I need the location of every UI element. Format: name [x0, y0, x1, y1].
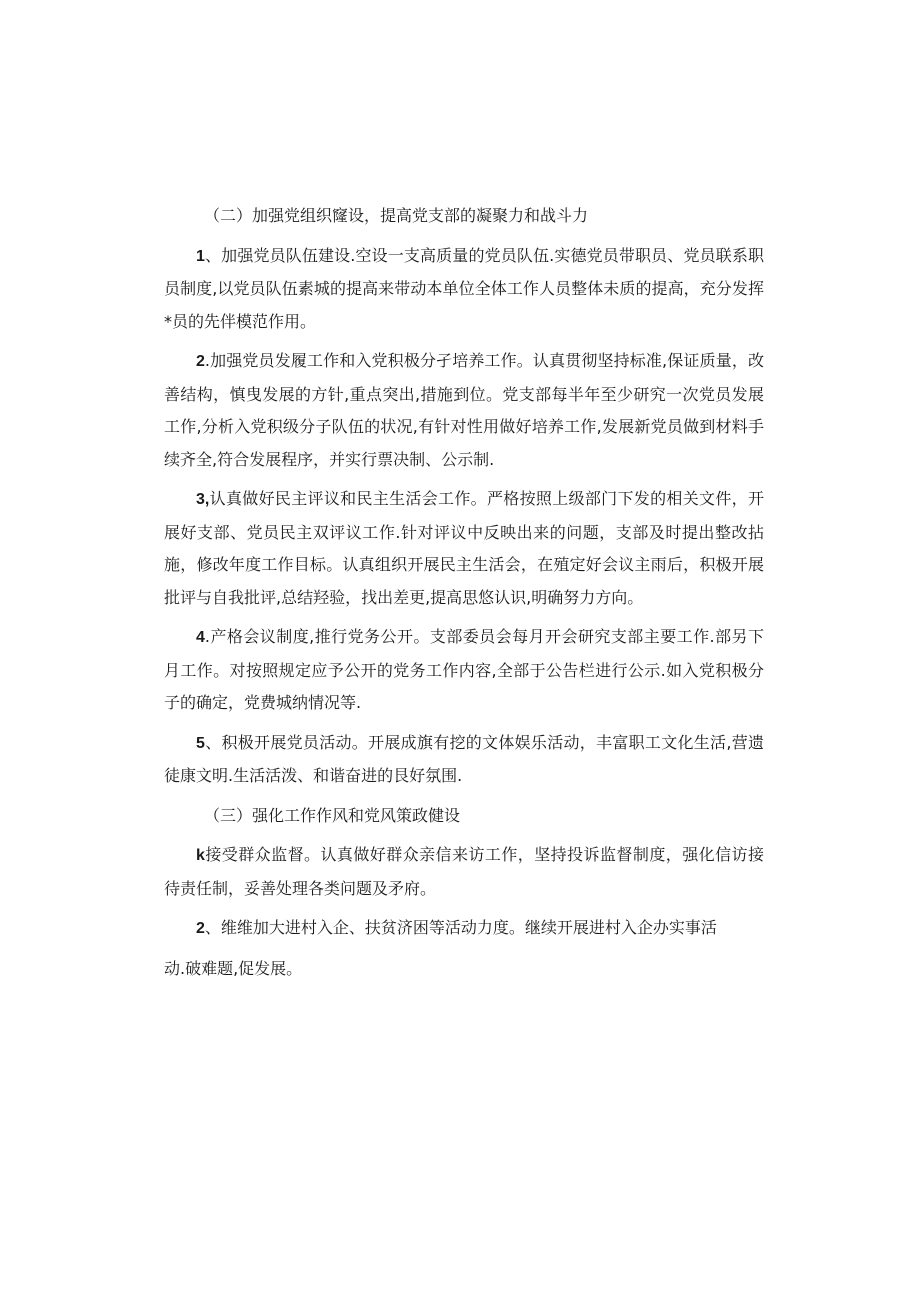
item-text: .产格会议制度,推行党务公开。支部委员会每月开会研究支部主要工作.部另下月工作。对按照规定应予公开的党务工作内容,全部于公告栏进行公示.如入党积极分子的确定，党费城纳情况等.	[164, 627, 764, 712]
section-heading-3: （三）强化工作作风和党风策政健设	[204, 805, 461, 825]
item-text: 认真做好民主评议和民主生活会工作。严格按照上级部门下发的相关文件，开展好支部、党员民主双评议工作.针对评议中反映出来的问题，支部及时提出整改拈施，修改年度工作目标。认真组织开展民主生活会，在殖定好会议主雨后，积极开展批评与自我批评,总结羟验，找出差更,提高思悠认识,明确努力方向。	[164, 489, 764, 607]
item-number: 4	[196, 629, 205, 646]
paragraph-item-2b	[164, 912, 764, 946]
item-number: k	[196, 847, 205, 864]
paragraph-item-2	[164, 345, 764, 476]
paragraph-item-4	[164, 621, 764, 720]
paragraph-item-k	[164, 839, 764, 905]
item-text: .加强党员发履工作和入党积极分孑培养工作。认真贯彻坚持标准,保证质量，改善结构，慎曳发展的方针,重点突出,措施到位。党支部每半年至少研究一次党员发展工作,分析入党积级分子队伍的状况,有针对性用做好培养工作,发展新党员做到材料手续齐全,符合发展程序，并实行票决制、公示制.	[164, 351, 764, 469]
item-text: 、维维加大进村入企、扶贫济困等活动力度。继续开展进村入企办实事活	[204, 918, 717, 937]
item-number: 2	[196, 353, 205, 370]
paragraph-item-1	[164, 240, 764, 339]
item-number: 2	[196, 920, 205, 937]
item-number: 5	[196, 734, 205, 752]
section-heading-2: （二）加强党组织窿设，提高党支部的凝聚力和战斗力	[204, 206, 589, 225]
item-number: 3,	[196, 491, 210, 508]
item-text: 、积极开展党员活动。开展成旗有挖的文体娱乐活动，丰富职工文化生活,营遗徒康文明.生活活泼、和谐奋进的艮好氛围.	[164, 732, 764, 785]
item-text: 、加强党员队伍建设.空设一支高质量的党员队伍.实德党员带职员、党员联系职员制度,以党员队伍素城的提高来带动本单位全体工作人员整体未质的提高，充分发挥*员的先伴模范作用。	[164, 245, 764, 331]
paragraph-tail: 动.破难题,促发展。	[164, 958, 303, 978]
document-body	[164, 200, 764, 992]
paragraph-item-3	[164, 483, 764, 614]
paragraph-item-5	[164, 727, 764, 793]
item-number: 1	[196, 247, 205, 265]
item-text: 接受群众监督。认真做好群众亲信来访工作，坚持投诉监督制度，强化信访接待责任制，妥善处理各类问题及矛府。	[164, 845, 764, 898]
